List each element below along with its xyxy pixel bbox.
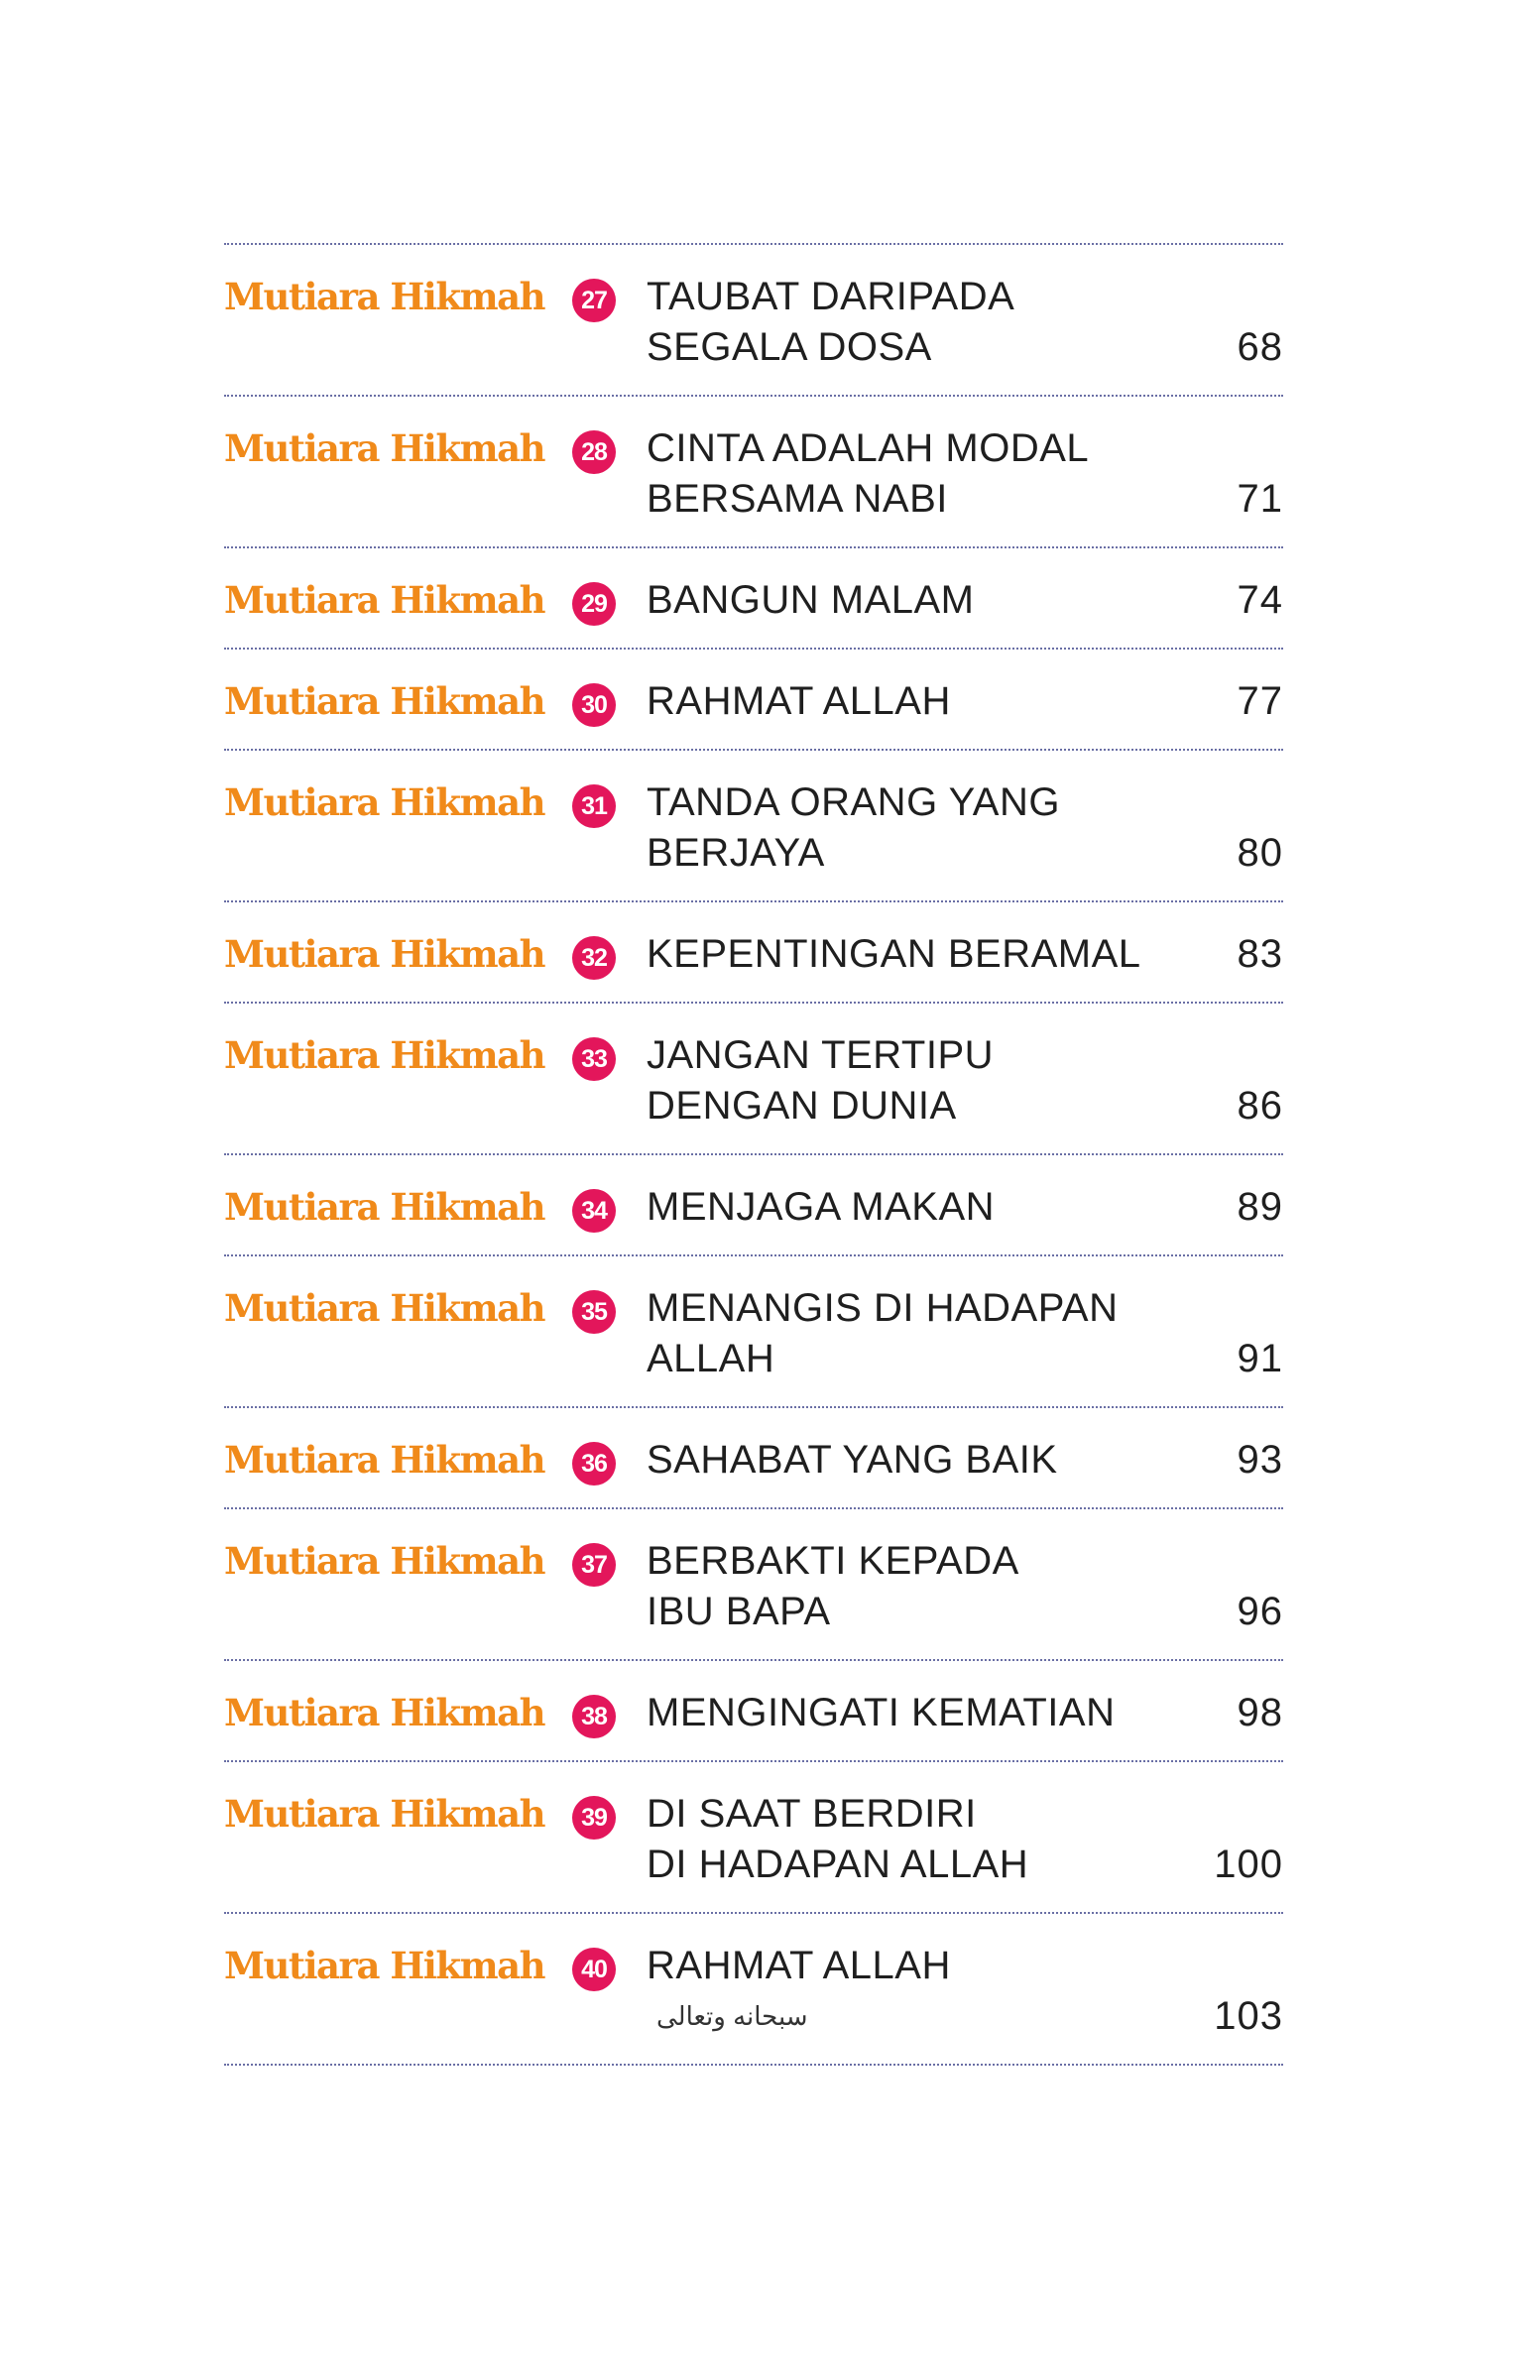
toc-entry-27[interactable] [224, 245, 1283, 395]
chapter-title: DI SAAT BERDIRI DI HADAPAN ALLAH [647, 1792, 1029, 1886]
series-label: Mutiara Hikmah [224, 932, 545, 976]
series-label: Mutiara Hikmah [224, 1944, 545, 1987]
page-number: 80 [1237, 831, 1283, 875]
page-number: 91 [1237, 1337, 1283, 1380]
toc-entry-28[interactable] [224, 397, 1283, 546]
toc-entry-38[interactable] [224, 1661, 1283, 1760]
series-label: Mutiara Hikmah [224, 275, 545, 318]
series-label: Mutiara Hikmah [224, 780, 545, 824]
honorific-glyph: سبحانه وتعالى [656, 2001, 808, 2031]
series-label: Mutiara Hikmah [224, 1185, 545, 1229]
chapter-number-badge: 32 [572, 936, 616, 980]
series-label: Mutiara Hikmah [224, 1792, 545, 1836]
chapter-title: CINTA ADALAH MODAL BERSAMA NABI [647, 426, 1090, 521]
toc-entry-40[interactable] [224, 1914, 1283, 2064]
chapter-number-badge: 31 [572, 784, 616, 828]
chapter-number-badge: 33 [572, 1037, 616, 1081]
chapter-number-badge: 36 [572, 1442, 616, 1486]
chapter-title: MENANGIS DI HADAPAN ALLAH [647, 1286, 1119, 1380]
series-label: Mutiara Hikmah [224, 1438, 545, 1482]
page-number: 68 [1237, 325, 1283, 369]
table-of-contents [224, 243, 1283, 2066]
chapter-number-badge: 40 [572, 1948, 616, 1991]
chapter-number-badge: 37 [572, 1543, 616, 1587]
chapter-number-badge: 27 [572, 279, 616, 322]
page-number: 83 [1237, 932, 1283, 976]
toc-entry-29[interactable] [224, 548, 1283, 648]
chapter-number-badge: 28 [572, 430, 616, 474]
series-label: Mutiara Hikmah [224, 1691, 545, 1734]
toc-entry-30[interactable] [224, 650, 1283, 749]
chapter-title: SAHABAT YANG BAIK [647, 1438, 1058, 1482]
series-label: Mutiara Hikmah [224, 679, 545, 723]
page-number: 98 [1237, 1691, 1283, 1734]
toc-entry-32[interactable] [224, 902, 1283, 1002]
chapter-title: BANGUN MALAM [647, 578, 975, 622]
chapter-number-badge: 30 [572, 683, 616, 727]
chapter-title: TAUBAT DARIPADA SEGALA DOSA [647, 275, 1015, 369]
chapter-number-badge: 29 [572, 582, 616, 626]
chapter-number-badge: 35 [572, 1290, 616, 1334]
page-number: 100 [1214, 1843, 1283, 1886]
page-number: 74 [1237, 578, 1283, 622]
toc-entry-35[interactable] [224, 1256, 1283, 1406]
chapter-title: KEPENTINGAN BERAMAL [647, 932, 1141, 976]
toc-entry-37[interactable] [224, 1509, 1283, 1659]
toc-entry-34[interactable] [224, 1155, 1283, 1254]
toc-entry-33[interactable] [224, 1004, 1283, 1153]
series-label: Mutiara Hikmah [224, 578, 545, 622]
chapter-number-badge: 39 [572, 1796, 616, 1840]
series-label: Mutiara Hikmah [224, 426, 545, 470]
toc-entry-31[interactable] [224, 751, 1283, 900]
chapter-title: MENGINGATI KEMATIAN [647, 1691, 1116, 1734]
chapter-title: JANGAN TERTIPU DENGAN DUNIA [647, 1033, 995, 1128]
chapter-number-badge: 34 [572, 1189, 616, 1233]
page-number: 96 [1237, 1590, 1283, 1633]
toc-entry-36[interactable] [224, 1408, 1283, 1507]
chapter-number-badge: 38 [572, 1695, 616, 1738]
page-number: 71 [1237, 477, 1283, 521]
dotted-rule [224, 2064, 1283, 2066]
series-label: Mutiara Hikmah [224, 1286, 545, 1330]
chapter-title: BERBAKTI KEPADA IBU BAPA [647, 1539, 1019, 1633]
chapter-title: TANDA ORANG YANG BERJAYA [647, 780, 1060, 875]
series-label: Mutiara Hikmah [224, 1539, 545, 1583]
page-number: 89 [1237, 1185, 1283, 1229]
chapter-title: MENJAGA MAKAN [647, 1185, 996, 1229]
page-number: 103 [1214, 1994, 1283, 2038]
page-number: 77 [1237, 679, 1283, 723]
series-label: Mutiara Hikmah [224, 1033, 545, 1077]
page-number: 86 [1237, 1084, 1283, 1128]
toc-entry-39[interactable] [224, 1762, 1283, 1912]
chapter-title: RAHMAT ALLAH سبحانه وتعالى [647, 1941, 1162, 2042]
page-number: 93 [1237, 1438, 1283, 1482]
chapter-title: RAHMAT ALLAH [647, 679, 951, 723]
